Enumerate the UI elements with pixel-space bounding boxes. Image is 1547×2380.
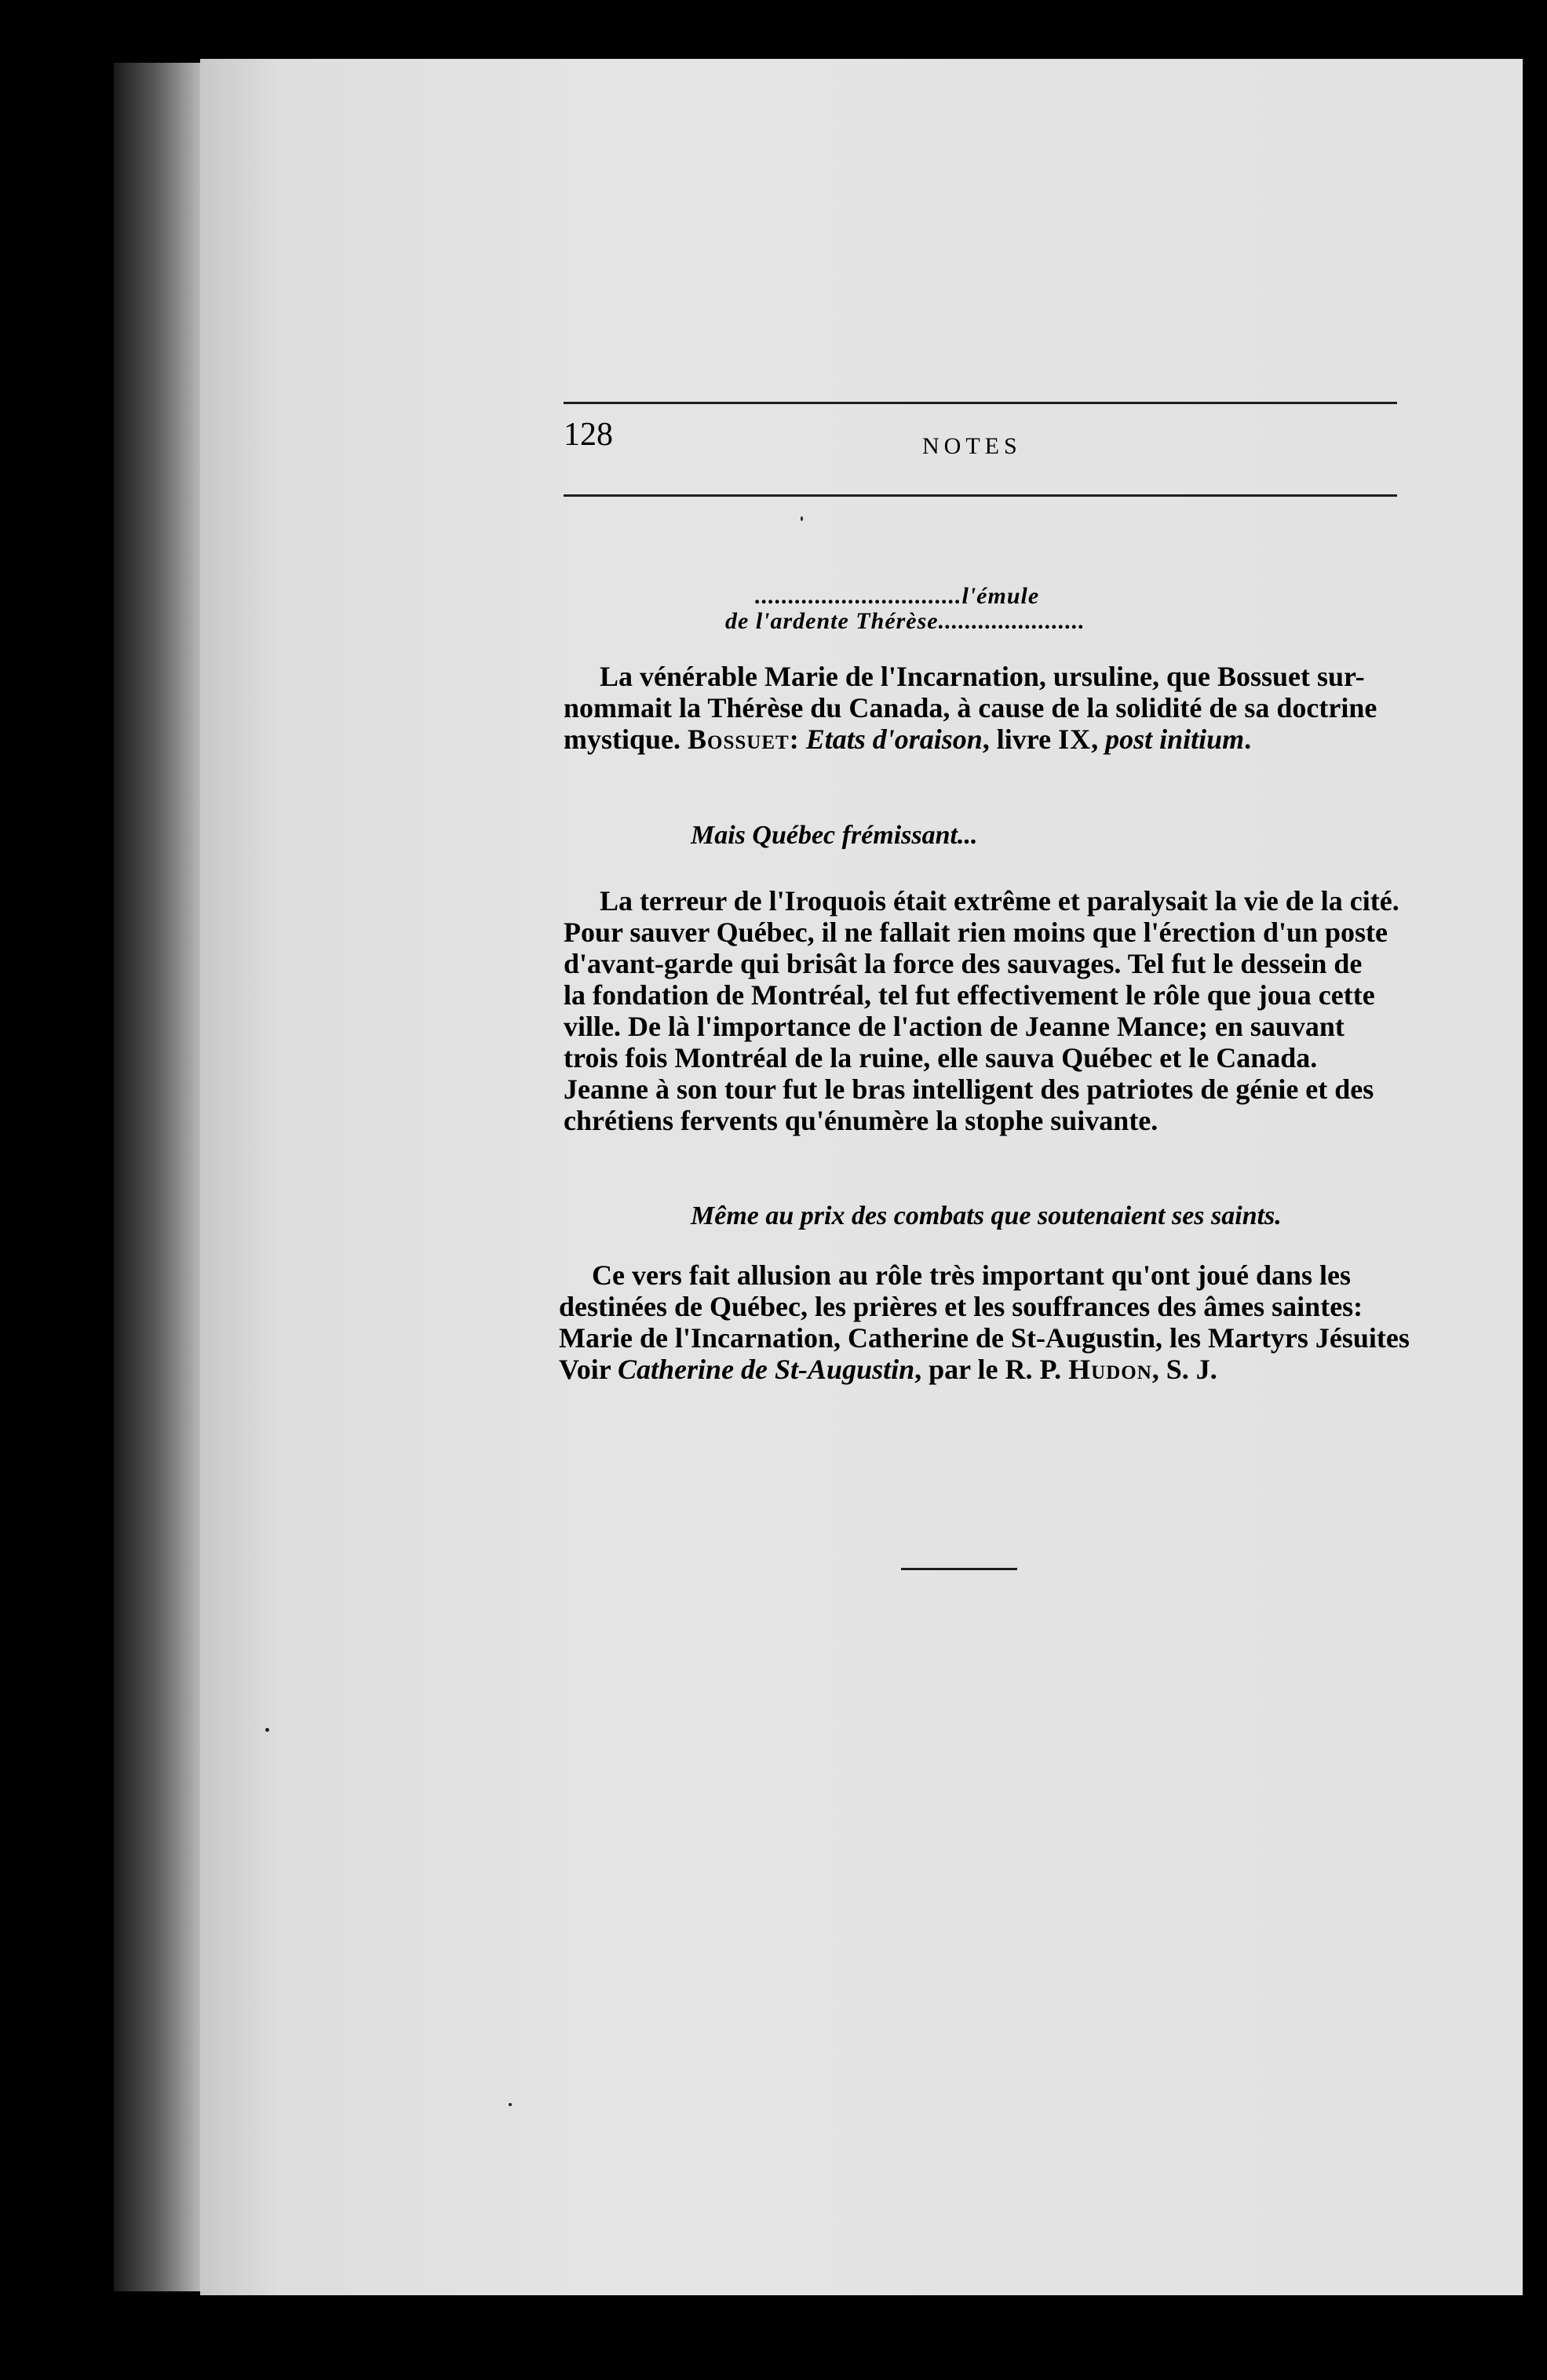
note3-author: Hudon: [1068, 1354, 1152, 1385]
note2-line-7: Jeanne à son tour fut le bras intelligent des patriotes de génie et des: [564, 1073, 1374, 1105]
note3-quote: Même au prix des combats que soutenaient ses saints.: [691, 1201, 1282, 1230]
note1-sep: ,: [1091, 723, 1106, 755]
scan-speck: [265, 1728, 269, 1732]
note2-quote: Mais Québec frémissant...: [691, 821, 978, 850]
note3-middle: , par le R. P.: [914, 1354, 1069, 1385]
book-page: [200, 59, 1523, 2295]
note2-line-3: d'avant-garde qui brisât la force des sauvages. Tel fut le dessein de: [564, 948, 1363, 979]
note2-line-4: la fondation de Montréal, tel fut effectivement le rôle que joua cette: [564, 979, 1375, 1011]
film-edge: [114, 63, 208, 2291]
end-rule: [901, 1568, 1017, 1570]
note2-line-8: chrétiens fervents qu'énumère la stophe suivante.: [564, 1105, 1158, 1136]
note1-work-title: Etats d'oraison: [805, 723, 983, 755]
note2-line-2: Pour sauver Québec, il ne fallait rien moins que l'érection d'un poste: [564, 917, 1388, 948]
note1-author: Bossuet: [688, 723, 790, 755]
scan-speck: [801, 516, 803, 521]
note1-line-3: [564, 723, 1251, 755]
note1-book: IX: [1058, 723, 1092, 755]
page-number: 128: [564, 417, 613, 453]
note3-line-3: Marie de l'Incarnation, Catherine de St-Augustin, les Martyrs Jésuites: [559, 1322, 1410, 1354]
note1-locus: post initium: [1105, 723, 1245, 755]
note3-line-1: Ce vers fait allusion au rôle très important qu'ont joué dans les: [592, 1259, 1351, 1291]
note1-middle: , livre: [982, 723, 1059, 755]
note3-lead: Voir: [559, 1354, 618, 1385]
running-head: NOTES: [922, 433, 1022, 459]
header-top-rule: [564, 402, 1397, 404]
note3-end: , S. J.: [1151, 1354, 1217, 1385]
note1-quote-line1: ...............................l'émule: [755, 583, 1040, 609]
note2-line-5: ville. De là l'importance de l'action de Jeanne Mance; en sauvant: [564, 1011, 1345, 1042]
note1-lead: mystique.: [564, 723, 688, 755]
scan-speck: [509, 2103, 512, 2106]
note1-line-2: nommait la Thérèse du Canada, à cause de la solidité de sa doctrine: [564, 692, 1377, 723]
note3-line-2: destinées de Québec, les prières et les souffrances des âmes saintes:: [559, 1291, 1363, 1322]
note3-line-4: [559, 1354, 1217, 1385]
note2-line-6: trois fois Montréal de la ruine, elle sauva Québec et le Canada.: [564, 1042, 1318, 1073]
note3-work-title: Catherine de St-Augustin: [618, 1354, 915, 1385]
note1-line-1: La vénérable Marie de l'Incarnation, ursuline, que Bossuet sur-: [600, 661, 1365, 692]
header-bottom-rule: [564, 494, 1397, 497]
note2-line-1: La terreur de l'Iroquois était extrême et paralysait la vie de la cité.: [600, 885, 1399, 917]
note1-end: .: [1244, 723, 1252, 755]
note1-colon: :: [789, 723, 806, 755]
note1-quote-line2: de l'ardente Thérèse......................: [725, 608, 1085, 634]
